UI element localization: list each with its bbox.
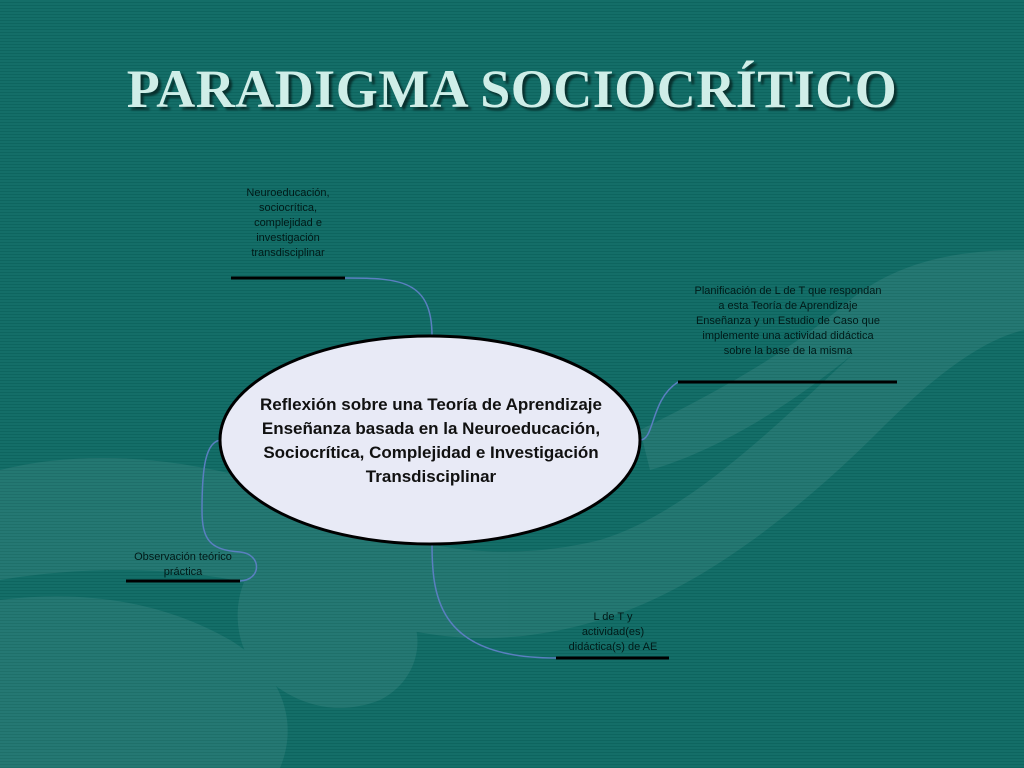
branch-left-label bbox=[116, 550, 250, 580]
center-line: Enseñanza basada en la Neuroeducación, bbox=[261, 419, 601, 438]
branch-right-label bbox=[670, 284, 906, 359]
connector-top bbox=[345, 278, 432, 336]
center-line: Sociocrítica, Complejidad e Investigación bbox=[263, 443, 599, 462]
branch-line: complejidad e bbox=[254, 217, 322, 229]
branch-line: investigación bbox=[256, 232, 320, 244]
branch-line: a esta Teoría de Aprendizaje bbox=[718, 300, 858, 312]
branch-line: Planificación de L de T que respondan bbox=[694, 285, 882, 297]
branch-bottom-label bbox=[548, 610, 678, 655]
branch-line: implemente una actividad didáctica bbox=[702, 330, 874, 342]
branch-line: actividad(es) bbox=[581, 626, 645, 638]
branch-line: Enseñanza y un Estudio de Caso que bbox=[695, 315, 881, 327]
branch-line: sociocrítica, bbox=[258, 202, 318, 214]
branch-top-label bbox=[226, 186, 350, 261]
connector-bottom bbox=[432, 544, 556, 658]
branch-line: transdisciplinar bbox=[251, 247, 325, 259]
branch-line: Observación teórico bbox=[134, 551, 232, 563]
branch-line: L de T y bbox=[593, 611, 633, 623]
branch-line: didáctica(s) de AE bbox=[568, 641, 658, 653]
branch-line: práctica bbox=[163, 566, 203, 578]
center-line: Reflexión sobre una Teoría de Aprendizaje bbox=[260, 395, 602, 414]
center-line: Transdisciplinar bbox=[365, 467, 497, 486]
branch-line: sobre la base de la misma bbox=[723, 345, 853, 357]
center-node-text bbox=[216, 393, 646, 489]
branch-line: Neuroeducación, bbox=[246, 187, 330, 199]
slide-title: PARADIGMA SOCIOCRÍTICO bbox=[126, 59, 898, 119]
